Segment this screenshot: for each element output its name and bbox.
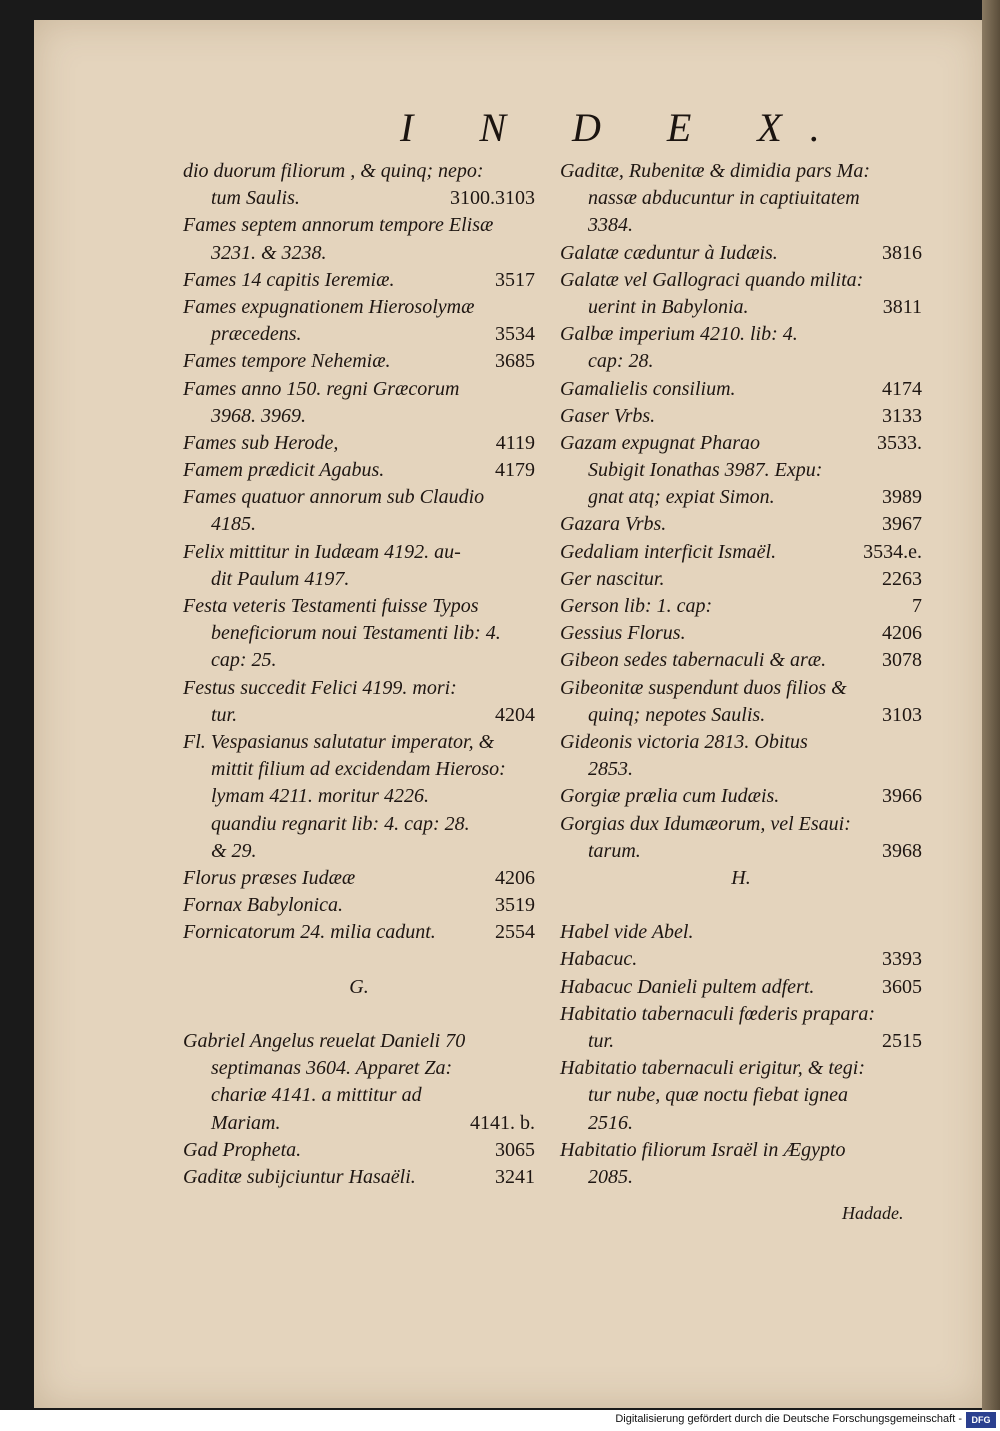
index-entry-line — [183, 811, 535, 838]
entry-text: Fames 14 capitis Ieremiæ. — [183, 268, 395, 291]
entry-page-number: 3133 — [882, 404, 922, 427]
footer-bar — [0, 1410, 1000, 1431]
index-entry-line — [183, 403, 535, 430]
index-entry-line — [560, 919, 922, 946]
index-entry-line — [183, 158, 535, 185]
index-entry-line — [560, 974, 922, 1001]
index-entry-line — [183, 783, 535, 810]
entry-page-number: 3534 — [495, 323, 535, 346]
entry-page-number: 3968 — [882, 839, 922, 862]
entry-text: 3384. — [588, 214, 633, 237]
entry-text: Galatæ vel Gallograci quando milita: — [560, 268, 864, 291]
index-entry-line — [560, 1164, 922, 1191]
book-spine — [982, 0, 1000, 1410]
entry-text: Ger nascitur. — [560, 567, 665, 590]
entry-text: chariæ 4141. a mittitur ad — [211, 1084, 422, 1107]
entry-text: dit Paulum 4197. — [211, 567, 350, 590]
index-entry-line — [560, 1137, 922, 1164]
entry-page-number: 3811 — [882, 295, 922, 318]
index-entry-line — [560, 783, 922, 810]
entry-text: dio duorum filiorum , & quinq; nepo: — [183, 160, 484, 182]
index-entry-line — [560, 267, 922, 294]
index-entry-line — [183, 647, 535, 674]
entry-text: Gessius Florus. — [560, 622, 686, 645]
index-entry-line — [183, 1001, 535, 1028]
index-entry-line — [560, 348, 922, 375]
entry-text: Habitatio tabernaculi erigitur, & tegi: — [560, 1057, 865, 1080]
index-entry-line — [560, 185, 922, 212]
index-entry-line — [183, 566, 535, 593]
entry-text: Gaditæ, Rubenitæ & dimidia pars Ma: — [560, 160, 870, 182]
entry-text: Fames quatuor annorum sub Claudio — [183, 486, 485, 509]
entry-text: H. — [731, 866, 751, 889]
index-entry-line — [560, 838, 922, 865]
index-entry-line — [560, 675, 922, 702]
entry-text: Mariam. — [211, 1111, 281, 1134]
index-entry-line — [183, 185, 535, 212]
index-entry-line — [183, 593, 535, 620]
entry-text: Felix mittitur in Iudæam 4192. au- — [183, 540, 461, 563]
index-entry-line — [560, 702, 922, 729]
entry-page-number: 4174 — [882, 377, 922, 400]
entry-page-number: 2263 — [882, 567, 922, 590]
entry-text: Famem prædicit Agabus. — [183, 459, 385, 482]
entry-page-number: 2515 — [882, 1030, 922, 1052]
index-entry-line — [183, 457, 535, 484]
right-column — [560, 158, 922, 1191]
entry-text: tur. — [211, 703, 238, 726]
entry-text: quinq; nepotes Saulis. — [588, 703, 766, 726]
index-entry-line — [560, 376, 922, 403]
entry-page-number: 3078 — [882, 649, 922, 672]
left-column — [183, 158, 535, 1191]
dfg-logo: DFG — [966, 1412, 996, 1428]
entry-text: Fornicatorum 24. milia cadunt. — [183, 921, 436, 944]
index-entry-line — [183, 946, 535, 973]
index-entry-line — [560, 240, 922, 267]
index-entry-line — [560, 457, 922, 484]
entry-page-number: 4206 — [882, 622, 922, 645]
entry-text: Gedaliam interficit Ismaël. — [560, 540, 777, 563]
entry-text: Fames septem annorum tempore Elisæ — [183, 214, 494, 237]
index-entry-line — [183, 321, 535, 348]
index-entry-line — [560, 321, 922, 348]
index-entry-line — [183, 511, 535, 538]
index-entry-line — [560, 484, 922, 511]
entry-text: Florus præses Iudææ — [183, 866, 356, 889]
entry-page-number: 3393 — [882, 948, 922, 971]
entry-text: Gazara Vrbs. — [560, 513, 667, 536]
index-entry-line — [183, 348, 535, 375]
entry-page-number: 3816 — [882, 241, 922, 264]
entry-text: 3231. & 3238. — [211, 241, 327, 264]
entry-text: Habacuc. — [560, 948, 638, 971]
entry-text: 4185. — [211, 513, 256, 536]
index-entry-line — [183, 430, 535, 457]
index-entry-line — [560, 1055, 922, 1082]
entry-text: G. — [349, 975, 369, 998]
entry-text: Habacuc Danieli pultem adfert. — [560, 975, 815, 998]
catchword: Hadade. — [842, 1203, 904, 1223]
entry-page-number: 2554 — [495, 921, 535, 944]
entry-text: Habel vide Abel. — [560, 921, 694, 944]
entry-text: Gibeonitæ suspendunt duos filios & — [560, 676, 847, 699]
entry-text: Gorgias dux Idumæorum, vel Esaui: — [560, 812, 851, 835]
entry-page-number: 3517 — [495, 268, 535, 291]
index-entry-line — [560, 430, 922, 457]
entry-text: Fames expugnationem Hierosolymæ — [183, 295, 475, 318]
index-entry-line — [560, 593, 922, 620]
entry-text: Gaser Vrbs. — [560, 404, 656, 427]
entry-page-number: 3967 — [882, 513, 922, 536]
entry-text: Fames anno 150. regni Græcorum — [183, 377, 460, 400]
index-entry-line — [183, 1164, 535, 1191]
entry-text: gnat atq; expiat Simon. — [588, 486, 775, 509]
index-entry-line — [560, 756, 922, 783]
index-entry-line — [560, 158, 922, 185]
entry-text: Habitatio tabernaculi fœderis prapara: — [560, 1002, 875, 1025]
entry-page-number: 4119 — [495, 431, 535, 454]
index-entry-line — [183, 756, 535, 783]
entry-text: nassæ abducuntur in captiuitatem — [588, 187, 860, 210]
entry-text: Fames sub Herode, — [183, 431, 339, 454]
entry-page-number: 3103 — [882, 703, 922, 726]
entry-text: Gamalielis consilium. — [560, 377, 736, 400]
index-entry-line — [183, 484, 535, 511]
entry-text: Gideonis victoria 2813. Obitus — [560, 730, 808, 753]
entry-text: Galbæ imperium 4210. lib: 4. — [560, 323, 798, 346]
entry-page-number: 3685 — [495, 350, 535, 373]
entry-text: præcedens. — [211, 323, 302, 346]
entry-page-number: 3534.e. — [863, 540, 922, 563]
index-entry-line — [560, 1028, 922, 1055]
entry-text: Gorgiæ prælia cum Iudæis. — [560, 785, 780, 808]
entry-page-number: 4179 — [495, 459, 535, 482]
index-entry-line — [183, 729, 535, 756]
index-entry-line — [560, 1082, 922, 1109]
index-entry-line — [560, 620, 922, 647]
entry-text: tum Saulis. — [211, 187, 300, 210]
entry-text: tur. — [588, 1030, 615, 1052]
index-entry-line — [560, 511, 922, 538]
entry-page-number: 3533. — [877, 431, 922, 454]
entry-text: Festa veteris Testamenti fuisse Typos — [183, 595, 479, 617]
index-entry-line — [560, 1110, 922, 1137]
section-letter — [560, 865, 922, 892]
index-entry-line — [183, 539, 535, 566]
section-letter — [183, 974, 535, 1001]
entry-text: 2516. — [588, 1111, 633, 1134]
entry-page-number: 3989 — [882, 486, 922, 509]
index-entry-line — [183, 675, 535, 702]
index-entry-line — [183, 838, 535, 865]
entry-text: septimanas 3604. Apparet Za: — [211, 1057, 453, 1080]
entry-text: 3968. 3969. — [211, 404, 306, 427]
entry-text: tarum. — [588, 839, 641, 862]
entry-text: cap: 28. — [588, 350, 654, 373]
entry-text: Gabriel Angelus reuelat Danieli 70 — [183, 1030, 466, 1052]
index-entry-line — [560, 892, 922, 919]
entry-page-number: 3065 — [495, 1138, 535, 1161]
index-entry-line — [183, 702, 535, 729]
index-entry-line — [560, 811, 922, 838]
entry-text: Galatæ cæduntur à Iudæis. — [560, 241, 778, 264]
entry-text: Subigit Ionathas 3987. Expu: — [588, 459, 823, 482]
entry-text: mittit filium ad excidendam Hieroso: — [211, 758, 506, 781]
entry-text: Gerson lib: 1. cap: — [560, 595, 713, 617]
entry-page-number: 3100.3103 — [450, 187, 535, 210]
entry-page-number: 3605 — [882, 975, 922, 998]
entry-text: Fl. Vespasianus salutatur imperator, & — [183, 730, 495, 753]
index-entry-line — [183, 267, 535, 294]
entry-page-number: 3241 — [495, 1165, 535, 1188]
entry-text: cap: 25. — [211, 649, 277, 672]
entry-page-number: 4204 — [495, 703, 535, 726]
entry-text: lymam 4211. moritur 4226. — [211, 785, 429, 808]
page-heading: I N D E X. — [400, 105, 848, 150]
index-entry-line — [183, 212, 535, 239]
index-entry-line — [560, 403, 922, 430]
index-entry-line — [560, 294, 922, 321]
index-entry-line — [560, 647, 922, 674]
entry-text: Gibeon sedes tabernaculi & aræ. — [560, 649, 827, 672]
entry-page-number: 4206 — [495, 866, 535, 889]
entry-text: Fornax Babylonica. — [183, 894, 343, 917]
index-entry-line — [183, 240, 535, 267]
entry-page-number: 3966 — [882, 785, 922, 808]
index-entry-line — [560, 729, 922, 756]
index-entry-line — [560, 1001, 922, 1028]
index-entry-line — [183, 892, 535, 919]
index-entry-line — [183, 294, 535, 321]
entry-text: Gad Propheta. — [183, 1138, 302, 1161]
entry-text: 2853. — [588, 758, 633, 781]
entry-page-number: 7 — [912, 595, 922, 617]
entry-text: Fames tempore Nehemiæ. — [183, 350, 391, 373]
entry-text: quandiu regnarit lib: 4. cap: 28. — [211, 812, 470, 835]
index-entry-line — [183, 620, 535, 647]
entry-text: Festus succedit Felici 4199. mori: — [183, 676, 457, 699]
index-entry-line — [560, 212, 922, 239]
index-entry-line — [560, 946, 922, 973]
entry-page-number: 4141. b. — [470, 1111, 535, 1134]
index-entry-line — [183, 1055, 535, 1082]
index-entry-line — [183, 1082, 535, 1109]
entry-text: uerint in Babylonia. — [588, 295, 749, 318]
index-entry-line — [183, 1028, 535, 1055]
entry-text: tur nube, quæ noctu fiebat ignea — [588, 1084, 848, 1107]
index-entry-line — [183, 1110, 535, 1137]
index-entry-line — [183, 919, 535, 946]
index-entry-line — [560, 539, 922, 566]
entry-text: Gaditæ subijciuntur Hasaëli. — [183, 1165, 416, 1188]
footer-credit: Digitalisierung gefördert durch die Deutsche Forschungsgemeinschaft - — [615, 1413, 962, 1425]
index-entry-line — [560, 566, 922, 593]
entry-text: 2085. — [588, 1165, 633, 1188]
index-entry-line — [183, 1137, 535, 1164]
index-entry-line — [183, 865, 535, 892]
entry-page-number: 3519 — [495, 894, 535, 917]
entry-text: Gazam expugnat Pharao — [560, 431, 760, 454]
entry-text: Habitatio filiorum Israël in Ægypto — [560, 1138, 846, 1161]
entry-text: beneficiorum noui Testamenti lib: 4. — [211, 622, 501, 645]
entry-text: & 29. — [211, 839, 257, 862]
index-entry-line — [183, 376, 535, 403]
